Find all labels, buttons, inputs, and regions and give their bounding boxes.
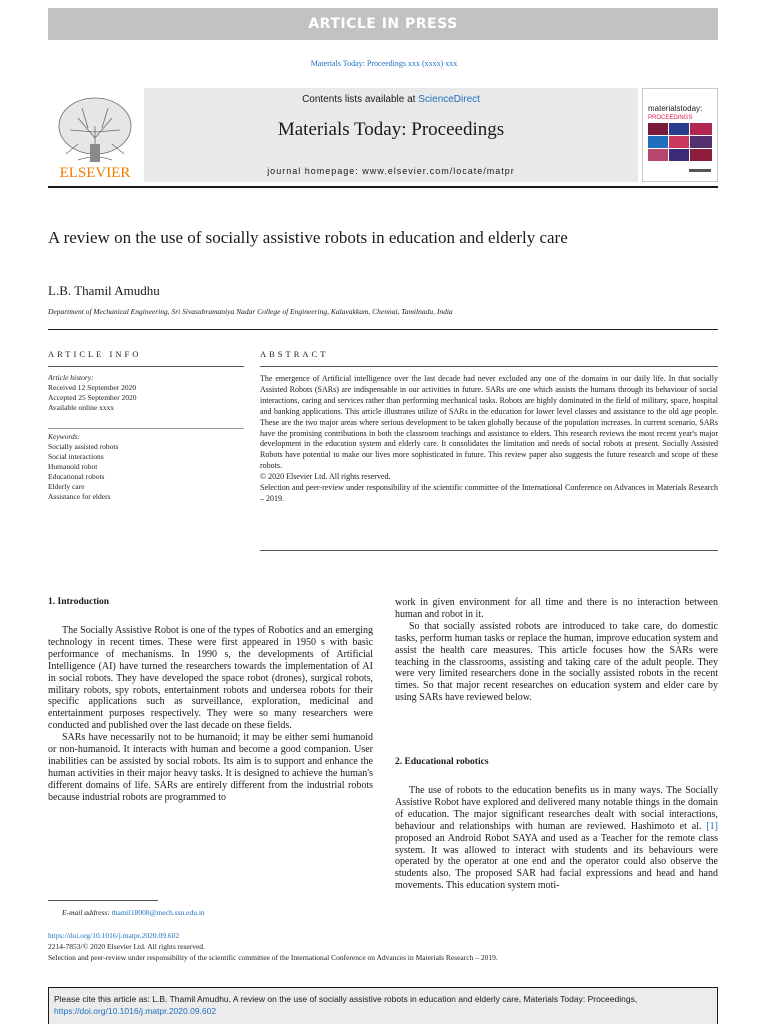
article-info-rule	[48, 366, 244, 367]
right-column-bottom	[395, 785, 718, 892]
cover-title: materialstoday:	[648, 104, 703, 113]
intro-paragraph-3: So that socially assisted robots are introduced to take care, do domestic tasks, perform human tasks or replace the human, improve education system and assist the health care measures. This article focuses how the SARs were teaching in the classrooms, assisting and taking care of the adult people. They were very limited researchers done in the socially assisted robots in the recent times. So that major recent researches on education system and elder care by using SARs have reviewed below.	[395, 620, 718, 704]
sciencedirect-link[interactable]: ScienceDirect	[418, 94, 480, 105]
email-link[interactable]: thamil18008@mech.ssn.edu.in	[111, 908, 205, 917]
intro-paragraph-2: SARs have necessarily not to be humanoid; it may be either semi humanoid or non-humanoid. It interacts with human and become a good companion. User inabilities can be assisted by social robots. Its aim is to support and enhance the human activities in their major heavy tasks. It is designed to achieve the human's different domains of life. SARs are entirely different from the industrial robots because industrial robots are programmed to	[48, 732, 373, 803]
edu-paragraph-1	[395, 785, 718, 892]
title-divider	[48, 329, 718, 330]
abstract-heading: ABSTRACT	[260, 349, 329, 359]
author-name[interactable]: L.B. Thamil Amudhu	[48, 283, 160, 298]
email-label: E-mail address:	[62, 908, 112, 917]
email-footnote	[62, 908, 205, 917]
journal-reference-link[interactable]: Materials Today: Proceedings xxx (xxxx) xxx	[310, 59, 458, 68]
history-accepted: Accepted 25 September 2020	[48, 393, 137, 402]
intro-paragraph-2-continued: work in given environment for all time and there is no interaction between human and robot in it.	[395, 597, 718, 620]
keyword: Elderly care	[48, 482, 85, 491]
keyword: Humanoid robot	[48, 462, 98, 471]
article-in-press-banner: ARTICLE IN PRESS	[48, 8, 718, 40]
doi-link[interactable]: https://doi.org/10.1016/j.matpr.2020.09.602	[48, 931, 180, 940]
educational-robotics-heading: 2. Educational robotics	[395, 757, 489, 767]
keyword: Socially assisted robots	[48, 442, 119, 451]
article-info-heading: ARTICLE INFO	[48, 349, 142, 359]
journal-cover-thumbnail	[642, 88, 718, 182]
reference-link-1[interactable]: [1]	[706, 820, 718, 832]
abstract-rule	[260, 366, 718, 367]
elsevier-tree-icon	[48, 88, 142, 182]
abstract-selection: Selection and peer-review under responsibility of the scientific committee of the International Conference on Advances in Materials Research – 2019.	[260, 483, 718, 503]
intro-paragraph-1: The Socially Assistive Robot is one of the types of Robotics and an emerging technology in recent times. These were first appeared in 1950 s with basic performance of mechanisms. In 1990 s, the developments of Artificial Intelligence (AI) have turned the researchers towards the implementation of AI in social robots. They have developed the space robot (drones), surgical robots, military robots, spy robots, entertainment robots and undersea robots for their specific applications such as surveillance, exploration, medicinal and entertainment purposes respectively. They were so many researchers were conducted and published over the last decade on these fields.	[48, 625, 373, 732]
article-history	[48, 373, 244, 413]
citation-box	[48, 987, 718, 1024]
abstract-body	[260, 374, 718, 505]
right-column-top	[395, 597, 718, 704]
journal-cover-image	[643, 89, 717, 181]
left-column	[48, 625, 373, 804]
keyword: Educational robots	[48, 472, 105, 481]
cover-subtitle: PROCEEDINGS	[648, 115, 693, 121]
history-label: Article history:	[48, 373, 94, 382]
citation-text: Please cite this article as: L.B. Thamil Amudhu, A review on the use of socially assistive robots in education and elderly care, Materials Today: Proceedings,	[54, 994, 638, 1004]
issn-copyright: 2214-7853/© 2020 Elsevier Ltd. All rights reserved.	[48, 942, 205, 951]
article-title: A review on the use of socially assistive robots in education and elderly care	[48, 228, 568, 247]
author-affiliation: Department of Mechanical Engineering, Sri Sivasubramaniya Nadar College of Engineering, Kalavakkam, Chennai, Tamilnadu, India	[48, 307, 453, 316]
edu-text-a: The use of robots to the education benefits us in many ways. The Socially Assistive Robot have explored and delivered many notable things in the domain of education. The major significant researches dealt with social interactions, behaviour and relationships with human are reviewed. Hashimoto et al.	[395, 785, 718, 832]
citation-doi-link[interactable]: https://doi.org/10.1016/j.matpr.2020.09.602	[54, 1006, 217, 1016]
masthead-rule	[48, 186, 718, 188]
keywords-rule	[48, 428, 244, 429]
journal-homepage[interactable]: journal homepage: www.elsevier.com/locate/matpr	[267, 166, 515, 176]
journal-title: Materials Today: Proceedings	[277, 119, 505, 140]
abstract-paragraph: The emergence of Artificial intelligence over the last decade had never excluded any one of the domains in our daily life. In that socially Assisted Robots (SARs) are indispensable in our activities in future. SARs are one which assists the humans through its behaviour of social interactions, caring and services rather than performing mechanical tasks. Robots are highly dominated in the field of military, space, hospital and banking applications. This article illustrates utilize of SARs in the education for lower level classes and assistance to the old age people. These are the two major areas where serious development to be taken globally because of the population increases. In current scenario, SARs have the promising contributions in both the classroom teachings and assistance to elders. This research reviews the most recent year's major development in the education system and elderly care. It consolidates the limitation and needs of social robots at present. Socially Assisted Robots have potential to make our lives more sophisticated in future. This review paper also suggests the future research and scope of these robots.	[260, 374, 718, 471]
abstract-copyright: © 2020 Elsevier Ltd. All rights reserved.	[260, 472, 391, 482]
keywords-label: Keywords:	[48, 432, 81, 441]
edu-text-b: proposed an Android Robot SAYA and used as a Teacher for the remote class system. It was allowed to interact with students and its behaviours were operated by the operator at one end and the operator could also observe the students also. The proposed SAR had facial expressions and head and hand movements. This education system moti-	[395, 832, 718, 892]
cover-mosaic	[648, 123, 712, 161]
elsevier-logo	[48, 88, 142, 182]
keyword: Social interactions	[48, 452, 104, 461]
contents-line	[144, 94, 638, 105]
footnote-rule	[48, 900, 158, 901]
peer-review-note: Selection and peer-review under responsibility of the scientific committee of the International Conference on Advances in Materials Research – 2019.	[48, 953, 498, 962]
history-received: Received 12 September 2020	[48, 383, 137, 392]
contents-prefix: Contents lists available at	[302, 94, 419, 105]
journal-masthead	[144, 88, 638, 182]
elsevier-wordmark: ELSEVIER	[59, 165, 131, 181]
keyword: Assistance for elders	[48, 492, 111, 501]
introduction-heading: 1. Introduction	[48, 597, 110, 607]
abstract-bottom-rule	[260, 550, 718, 551]
history-online: Available online xxxx	[48, 403, 115, 412]
keywords-list	[48, 432, 244, 502]
